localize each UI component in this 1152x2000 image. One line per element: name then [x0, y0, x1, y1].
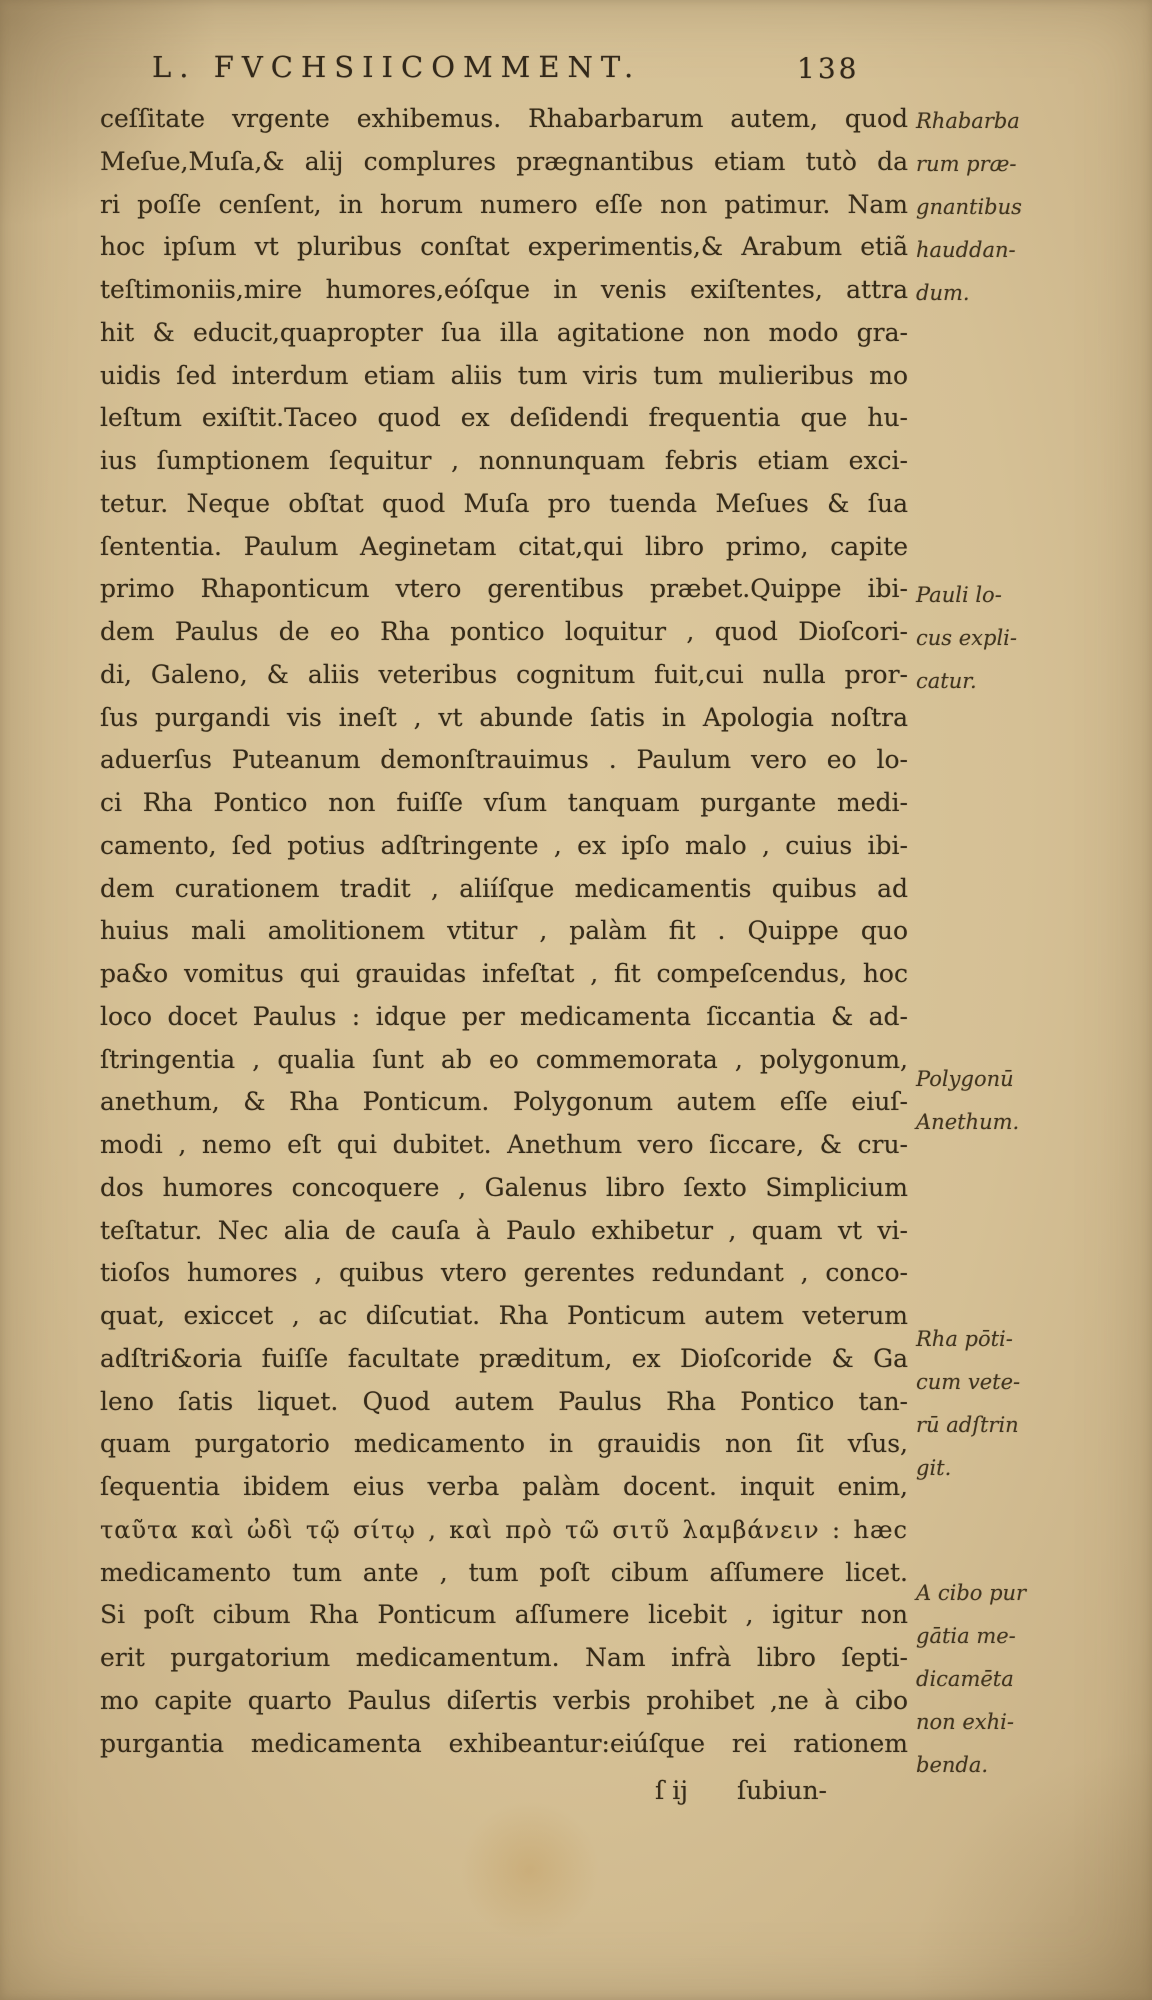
text-line: medicamento tum ante , tum poſt cibum aſſumere licet.	[100, 1557, 908, 1587]
text-line: pa&o vomitus qui grauidas infeſtat , fit compeſcendus, hoc	[100, 959, 908, 988]
margin-note-line: hauddan-	[916, 238, 1016, 262]
text-line: huius mali amolitionem vtitur , palàm fit . Quippe quo	[100, 916, 908, 946]
margin-note-line: Rhabarba	[916, 109, 1020, 133]
margin-note-line: Anethum.	[916, 1110, 1020, 1134]
signature-mark: ſ ij	[655, 1776, 688, 1805]
running-head	[100, 50, 908, 96]
margin-note-line: non exhi-	[916, 1710, 1014, 1734]
page-title: L. FVCHSIICOMMENT.	[152, 50, 642, 84]
catchword: ſubiun-	[737, 1776, 828, 1805]
text-line: dem curationem tradit , aliíſque medicamentis quibus ad	[100, 873, 908, 903]
text-line: purgantia medicamenta exhibeantur:eiúſque rei rationem	[100, 1728, 908, 1758]
margin-note-line: gnantibus	[916, 195, 1022, 219]
text-line: uidis ſed interdum etiam aliis tum viris tum mulieribus mo	[100, 360, 908, 390]
text-line: ceſſitate vrgente exhibemus. Rhabarbarum autem, quod	[100, 104, 908, 133]
margin-note-pauli-locus	[916, 574, 1142, 703]
text-line: ius ſumptionem ſequitur , nonnunquam febris etiam exci-	[100, 446, 908, 475]
text-line: modi , nemo eſt qui dubitet. Anethum vero ſiccare, & cru-	[100, 1130, 908, 1159]
text-line: camento, ſed potius adſtringente , ex ipſo malo , cuius ibi-	[100, 830, 908, 860]
text-line: leno ſatis liquet. Quod autem Paulus Rha Pontico tan-	[100, 1386, 908, 1416]
text-line: Meſue,Muſa,& alij complures prægnantibus etiam tutò da	[100, 146, 908, 176]
margin-note-line: gātia me-	[916, 1624, 1016, 1648]
margin-note-line: catur.	[916, 669, 977, 693]
text-line: hit & educit,quapropter ſua illa agitatione non modo gra-	[100, 317, 908, 347]
signature-catchword-row	[100, 1769, 908, 1812]
text-line: di, Galeno, & aliis veteribus cognitum fuit,cui nulla pror-	[100, 659, 908, 689]
text-line: adſtri&oria fuiſſe facultate præditum, ex Dioſcoride & Ga	[100, 1343, 908, 1373]
margin-note-polygonum-anethum	[916, 1058, 1142, 1144]
text-line: dos humores concoquere , Galenus libro ſexto Simplicium	[100, 1172, 908, 1202]
text-line: teſtimoniis,mire humores,eóſque in venis exiſtentes, attra	[100, 275, 908, 304]
text-line: tioſos humores , quibus vtero gerentes redundant , conco-	[100, 1258, 908, 1288]
page-number: 138	[797, 52, 860, 85]
text-line: teſtatur. Nec alia de cauſa à Paulo exhibetur , quam vt vi-	[100, 1215, 908, 1245]
margin-note-line: cum vete-	[916, 1370, 1021, 1394]
margin-note-line: A cibo pur	[916, 1581, 1027, 1605]
main-text-block	[100, 98, 908, 1765]
margin-note-line: Pauli lo-	[916, 583, 1002, 607]
text-line: loco docet Paulus : idque per medicamenta ſiccantia & ad-	[100, 1001, 908, 1031]
text-line: ri poſſe cenſent, in horum numero eſſe non patimur. Nam	[100, 189, 908, 219]
margin-note-line: git.	[916, 1456, 952, 1480]
text-line: ſequentia ibidem eius verba palàm docent. inquit enim,	[100, 1472, 908, 1501]
text-line: hoc ipſum vt pluribus conſtat experimentis,& Arabum etiã	[100, 232, 908, 262]
margin-note-line: rum præ-	[916, 152, 1017, 176]
margin-note-line: rū adſtrin	[916, 1413, 1019, 1437]
text-line: quat, exiccet , ac diſcutiat. Rha Ponticum autem veterum	[100, 1301, 908, 1330]
text-line: ci Rha Pontico non fuiſſe vſum tanquam purgante medi-	[100, 788, 908, 817]
margin-note-line: Rha pōti-	[916, 1327, 1013, 1351]
margin-note-line: Polygonū	[916, 1067, 1014, 1091]
margin-note-rhabarbarum	[916, 100, 1142, 315]
text-line: mo capite quarto Paulus diſertis verbis prohibet ,ne à cibo	[100, 1685, 908, 1715]
text-line: erit purgatorium medicamentum. Nam infrà libro ſepti-	[100, 1643, 908, 1672]
text-line: anethum, & Rha Ponticum. Polygonum autem eſſe eiuſ-	[100, 1087, 908, 1117]
text-line: ſus purgandi vis ineſt , vt abunde ſatis in Apologia noſtra	[100, 702, 908, 732]
text-line: primo Rhaponticum vtero gerentibus præbet.Quippe ibi-	[100, 574, 908, 604]
margin-note-line: dum.	[916, 281, 970, 305]
text-line: leſtum exiſtit.Taceo quod ex deſidendi frequentia que hu-	[100, 403, 908, 433]
margin-note-line: benda.	[916, 1753, 989, 1777]
greek-text-line: ταῦτα καὶ ὠδὶ τῷ σίτῳ , καὶ πρὸ τῶ σιτῦ λαμβάνειν : hæc	[100, 1515, 908, 1544]
margin-note-line: cus expli-	[916, 626, 1017, 650]
margin-note-a-cibo	[916, 1572, 1142, 1787]
margin-note-rha-ponticum	[916, 1318, 1142, 1490]
text-line: dem Paulus de eo Rha pontico loquitur , quod Dioſcori-	[100, 617, 908, 646]
text-line: Si poſt cibum Rha Ponticum aſſumere licebit , igitur non	[100, 1600, 908, 1630]
text-line: aduerſus Puteanum demonſtrauimus . Paulum vero eo lo-	[100, 745, 908, 775]
text-line: ſtringentia , qualia ſunt ab eo commemorata , polygonum,	[100, 1044, 908, 1074]
margin-note-line: dicamēta	[916, 1667, 1014, 1691]
text-line: ſententia. Paulum Aeginetam citat,qui libro primo, capite	[100, 531, 908, 561]
text-line: tetur. Neque obſtat quod Muſa pro tuenda Meſues & ſua	[100, 488, 908, 518]
text-line: quam purgatorio medicamento in grauidis non ſit vſus,	[100, 1429, 908, 1459]
